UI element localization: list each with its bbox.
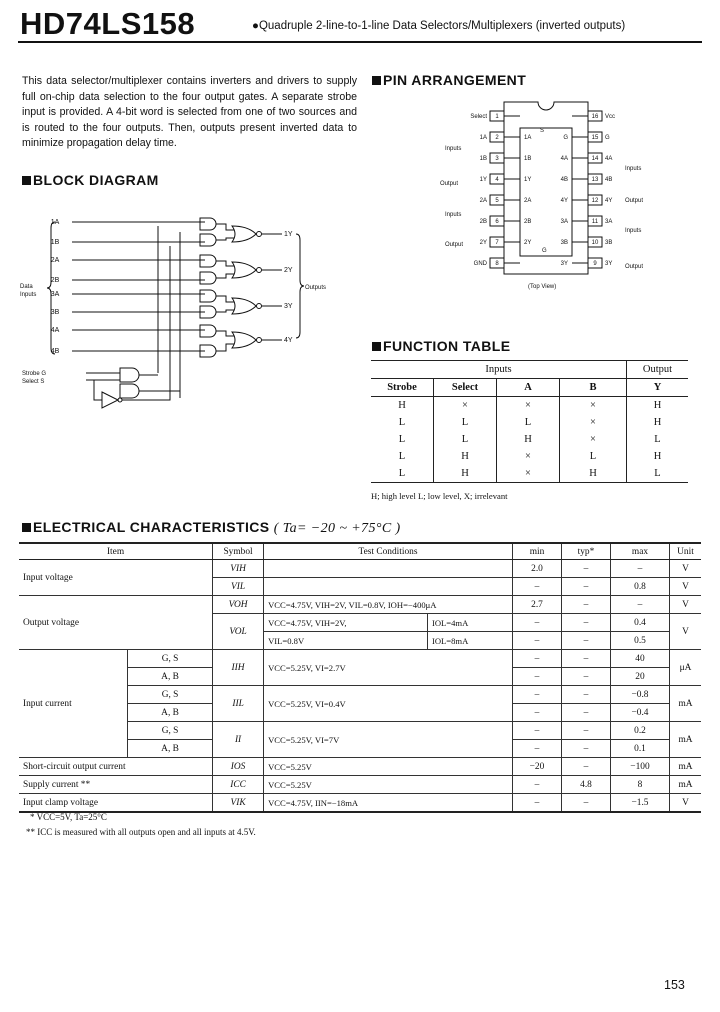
table-cell: H xyxy=(434,465,497,483)
pin-number: 5 xyxy=(495,198,499,204)
subtitle-text: Quadruple 2-line-to-1-line Data Selectors/Multiplexers (inverted outputs) xyxy=(258,20,626,32)
pin-label: 1Y xyxy=(479,177,487,183)
right-inputs-label: Inputs xyxy=(625,166,642,172)
input-label: 2B xyxy=(50,277,60,284)
output-label: 2Y xyxy=(284,267,293,274)
table-row: Input current G, S IIH VCC=5.25V, VI=2.7V – – 40 μA xyxy=(19,650,701,668)
pin-label: Select xyxy=(470,114,487,120)
inputs-group-header: Inputs xyxy=(371,361,627,379)
input-label: 1B xyxy=(50,239,60,246)
col-unit: Unit xyxy=(669,543,701,560)
output-label: 1Y xyxy=(284,231,293,238)
table-cell: × xyxy=(497,465,560,483)
table-cell: × xyxy=(434,397,497,415)
pin-internal-label: 4Y xyxy=(560,198,568,204)
col-conditions: Test Conditions xyxy=(264,543,513,560)
table-cell: L xyxy=(627,465,689,483)
function-table xyxy=(371,360,688,483)
table-cell: × xyxy=(560,431,627,448)
table-row: A, B – – 0.1 xyxy=(19,740,701,758)
pin-number: 11 xyxy=(591,219,599,225)
pin-label: G xyxy=(605,135,610,141)
col-y: Y xyxy=(627,379,689,397)
pin-label: 2A xyxy=(479,198,487,204)
pin-number: 14 xyxy=(591,156,599,162)
pin-internal-label: 3B xyxy=(560,240,568,246)
table-row xyxy=(371,414,688,431)
col-typ: typ* xyxy=(561,543,610,560)
data-inputs-label: Data xyxy=(20,284,33,290)
select-label: Select S xyxy=(22,379,45,385)
table-cell: × xyxy=(560,397,627,415)
table-cell: H xyxy=(371,397,434,415)
table-cell: L xyxy=(371,448,434,465)
pin-internal-label: G xyxy=(563,135,568,141)
pin-internal-label: 4A xyxy=(560,156,568,162)
pin-internal-label: 3A xyxy=(560,219,568,225)
table-cell: L xyxy=(627,431,689,448)
input-label: 3A xyxy=(50,291,60,298)
table-cell: H xyxy=(627,397,689,415)
right-inputs-label-2: Inputs xyxy=(625,228,642,234)
left-inputs-label: Inputs xyxy=(445,146,462,152)
pin-label: Vcc xyxy=(605,114,616,120)
input-label: 1A xyxy=(50,219,60,226)
pin-number: 3 xyxy=(495,156,499,162)
footnote-2: ** ICC is measured with all outputs open and all inputs at 4.5V. xyxy=(26,827,256,837)
output-label: 3Y xyxy=(284,303,293,310)
pin-internal-label: 1A xyxy=(524,135,532,141)
table-cell: L xyxy=(371,431,434,448)
table-cell: H xyxy=(497,431,560,448)
table-cell: L xyxy=(371,465,434,483)
table-cell: H xyxy=(560,465,627,483)
pin-label: 3B xyxy=(605,240,613,246)
col-a: A xyxy=(497,379,560,397)
pin-number: 2 xyxy=(495,135,499,141)
block-diagram xyxy=(20,208,360,413)
table-row xyxy=(371,465,688,483)
pin-internal-label: 1B xyxy=(524,156,532,162)
header-rule xyxy=(18,41,702,43)
pin-arrangement-heading: PIN ARRANGEMENT xyxy=(372,72,526,88)
input-label: 2A xyxy=(50,257,60,264)
footnote-1: * VCC=5V, Ta=25°C xyxy=(30,812,107,822)
pin-label: 4Y xyxy=(605,198,613,204)
pin-label: 1B xyxy=(479,156,487,162)
pin-label: 3Y xyxy=(605,261,613,267)
pin-internal-label: 2B xyxy=(524,219,532,225)
table-row xyxy=(371,448,688,465)
pin-internal-label: 2A xyxy=(524,198,532,204)
col-strobe: Strobe xyxy=(371,379,434,397)
pin-internal-label: 1Y xyxy=(524,177,532,183)
pin-label: 4A xyxy=(605,156,613,162)
table-cell: H xyxy=(627,414,689,431)
right-output-label-2: Output xyxy=(625,264,644,270)
pin-diagram xyxy=(430,98,660,298)
pin-number: 7 xyxy=(495,240,499,246)
function-table-note: H; high level L; low level, X; irrelevant xyxy=(371,491,508,501)
table-row: Input voltage VIH 2.0 – – V xyxy=(19,560,701,578)
pin-number: 1 xyxy=(495,114,499,120)
col-item: Item xyxy=(19,543,213,560)
table-cell: L xyxy=(560,448,627,465)
table-row xyxy=(371,397,688,415)
table-row: Supply current ** ICC VCC=5.25V – 4.8 8 mA xyxy=(19,776,701,794)
table-cell: × xyxy=(560,414,627,431)
pin-internal-label: 3Y xyxy=(560,261,568,267)
col-min: min xyxy=(512,543,561,560)
pin-internal-label: 2Y xyxy=(524,240,532,246)
part-number: HD74LS158 xyxy=(20,6,196,41)
left-inputs-label-2: Inputs xyxy=(445,212,462,218)
table-cell: × xyxy=(497,397,560,415)
col-max: max xyxy=(610,543,669,560)
pin-label: 4B xyxy=(605,177,613,183)
pin-number: 13 xyxy=(591,177,599,183)
strobe-label: Strobe G xyxy=(22,371,47,377)
left-output-label: Output xyxy=(440,181,459,187)
table-row: A, B – – 20 xyxy=(19,668,701,686)
page-number: 153 xyxy=(664,978,685,992)
internal-strobe: G xyxy=(542,248,547,254)
electrical-heading: ELECTRICAL CHARACTERISTICS ( Ta= −20 ~ +75°C ) xyxy=(22,519,401,537)
right-output-label: Output xyxy=(625,198,644,204)
input-label: 3B xyxy=(50,309,60,316)
electrical-table xyxy=(19,542,701,813)
pin-label: 2Y xyxy=(479,240,487,246)
pin-number: 10 xyxy=(591,240,599,246)
col-symbol: Symbol xyxy=(213,543,264,560)
col-b: B xyxy=(560,379,627,397)
table-cell: H xyxy=(627,448,689,465)
function-table-heading: FUNCTION TABLE xyxy=(372,338,510,354)
pin-number: 8 xyxy=(495,261,499,267)
square-bullet-icon xyxy=(372,342,381,351)
table-row: Short-circuit output current IOS VCC=5.25V −20 – −100 mA xyxy=(19,758,701,776)
top-view-label: (Top View) xyxy=(528,284,557,290)
table-row: VIL – – 0.8 V xyxy=(19,578,701,596)
pin-number: 9 xyxy=(593,261,597,267)
table-row: G, S II VCC=5.25V, VI=7V – – 0.2 mA xyxy=(19,722,701,740)
pin-number: 15 xyxy=(591,135,599,141)
table-cell: L xyxy=(497,414,560,431)
table-row: A, B – – −0.4 xyxy=(19,704,701,722)
pin-label: GND xyxy=(473,261,487,267)
output-group-header: Output xyxy=(627,361,689,379)
data-inputs-label: Inputs xyxy=(20,292,37,298)
table-cell: L xyxy=(371,414,434,431)
left-output-label-2: Output xyxy=(445,242,464,248)
square-bullet-icon xyxy=(22,523,31,532)
internal-select: S xyxy=(540,128,545,134)
pin-number: 4 xyxy=(495,177,499,183)
pin-number: 12 xyxy=(591,198,599,204)
output-label: 4Y xyxy=(284,337,293,344)
device-subtitle xyxy=(252,20,625,32)
square-bullet-icon xyxy=(372,76,381,85)
pin-number: 6 xyxy=(495,219,499,225)
table-cell: L xyxy=(434,414,497,431)
pin-internal-label: 4B xyxy=(560,177,568,183)
square-bullet-icon xyxy=(22,176,31,185)
bullet: ● xyxy=(252,20,259,32)
input-label: 4A xyxy=(50,327,60,334)
table-cell: L xyxy=(434,431,497,448)
table-row: G, S IIL VCC=5.25V, VI=0.4V – – −0.8 mA xyxy=(19,686,701,704)
outputs-label: Outputs xyxy=(305,285,327,291)
table-row: VOL VCC=4.75V, VIH=2V, IOL=4mA – – 0.4 V xyxy=(19,614,701,632)
pin-label: 2B xyxy=(479,219,487,225)
table-row: Input clamp voltage VIK VCC=4.75V, IIN=−18mA – – −1.5 V xyxy=(19,794,701,813)
pin-label: 3A xyxy=(605,219,613,225)
block-diagram-heading: BLOCK DIAGRAM xyxy=(22,172,159,188)
intro-paragraph: This data selector/multiplexer contains inverters and drivers to supply full on-chip data selection to the four output gates. A separate strobe input is provided. A 4-bit word is selected from one of two sources and is routed to the four outputs. Then, outputs present inverted data to minimize propagation delay time. xyxy=(22,75,357,150)
electrical-conditions: ( Ta= −20 ~ +75°C ) xyxy=(273,521,401,536)
table-cell: × xyxy=(497,448,560,465)
table-row: VIL=0.8V IOL=8mA – – 0.5 xyxy=(19,632,701,650)
table-row xyxy=(371,431,688,448)
input-label: 4B xyxy=(50,348,60,355)
col-select: Select xyxy=(434,379,497,397)
table-cell: H xyxy=(434,448,497,465)
pin-label: 1A xyxy=(479,135,487,141)
table-row: Output voltage VOH VCC=4.75V, VIH=2V, VIL=0.8V, IOH=−400μA 2.7 – – V xyxy=(19,596,701,614)
pin-number: 16 xyxy=(591,114,599,120)
